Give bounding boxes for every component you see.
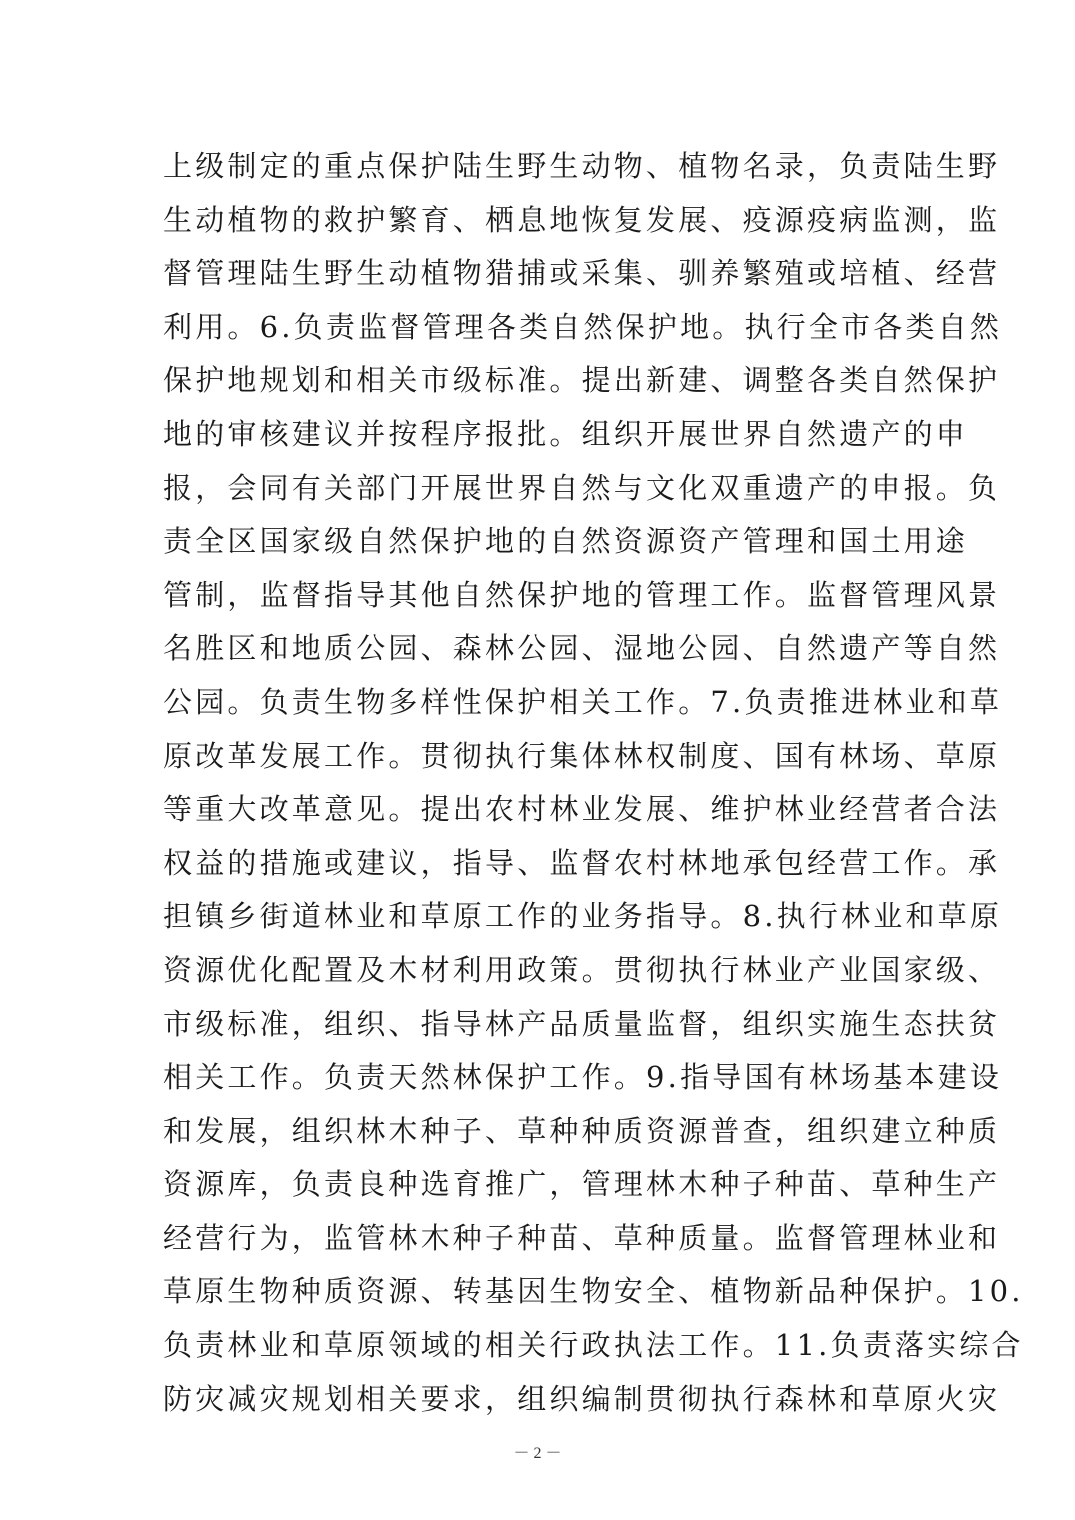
text-line: 责全区国家级自然保护地的自然资源资产管理和国土用途 (163, 524, 969, 559)
text-line: 保护地规划和相关市级标准。提出新建、调整各类自然保护 (163, 363, 1001, 398)
text-line: 利用。6.负责监督管理各类自然保护地。执行全市各类自然 (163, 309, 1003, 344)
text-line: 负责林业和草原领域的相关行政执法工作。11.负责落实综合 (163, 1328, 1024, 1363)
text-line: 管制，监督指导其他自然保护地的管理工作。监督管理风景 (163, 577, 1001, 612)
text-line: 上级制定的重点保护陆生野生动物、植物名录，负责陆生野 (163, 149, 1001, 183)
text-line: 督管理陆生野生动植物猎捕或采集、驯养繁殖或培植、经营 (163, 256, 1001, 291)
text-line: 权益的措施或建议，指导、监督农村林地承包经营工作。承 (163, 845, 1001, 880)
text-line: 资源库，负责良种选育推广，管理林木种子种苗、草种生产 (163, 1167, 1001, 1202)
text-line: 等重大改革意见。提出农村林业发展、维护林业经营者合法 (163, 792, 1001, 827)
text-line: 防灾减灾规划相关要求，组织编制贯彻执行森林和草原火灾 (163, 1381, 1001, 1416)
text-line: 公园。负责生物多样性保护相关工作。7.负责推进林业和草 (163, 684, 1003, 719)
text-line: 和发展，组织林木种子、草种种质资源普查，组织建立种质 (163, 1113, 1001, 1148)
text-line: 相关工作。负责天然林保护工作。9.指导国有林场基本建设 (163, 1060, 1003, 1095)
body-text (163, 140, 1024, 1426)
text-line: 名胜区和地质公园、森林公园、湿地公园、自然遗产等自然 (163, 631, 1001, 666)
text-line: 草原生物种质资源、转基因生物安全、植物新品种保护。10. (163, 1274, 1024, 1309)
text-line: 经营行为，监管林木种子种苗、草种质量。监督管理林业和 (163, 1220, 1001, 1255)
text-line: 市级标准，组织、指导林产品质量监督，组织实施生态扶贫 (163, 1006, 1001, 1041)
text-line: 担镇乡街道林业和草原工作的业务指导。8.执行林业和草原 (163, 899, 1003, 934)
text-line: 生动植物的救护繁育、栖息地恢复发展、疫源疫病监测，监 (163, 202, 1001, 237)
text-line: 原改革发展工作。贯彻执行集体林权制度、国有林场、草原 (163, 738, 1001, 773)
text-line: 地的审核建议并按程序报批。组织开展世界自然遗产的申 (163, 416, 969, 451)
page-number: － 2 － (513, 1445, 562, 1462)
text-line: 报，会同有关部门开展世界自然与文化双重遗产的申报。负 (163, 470, 1001, 505)
text-line: 资源优化配置及木材利用政策。贯彻执行林业产业国家级、 (163, 952, 1001, 987)
